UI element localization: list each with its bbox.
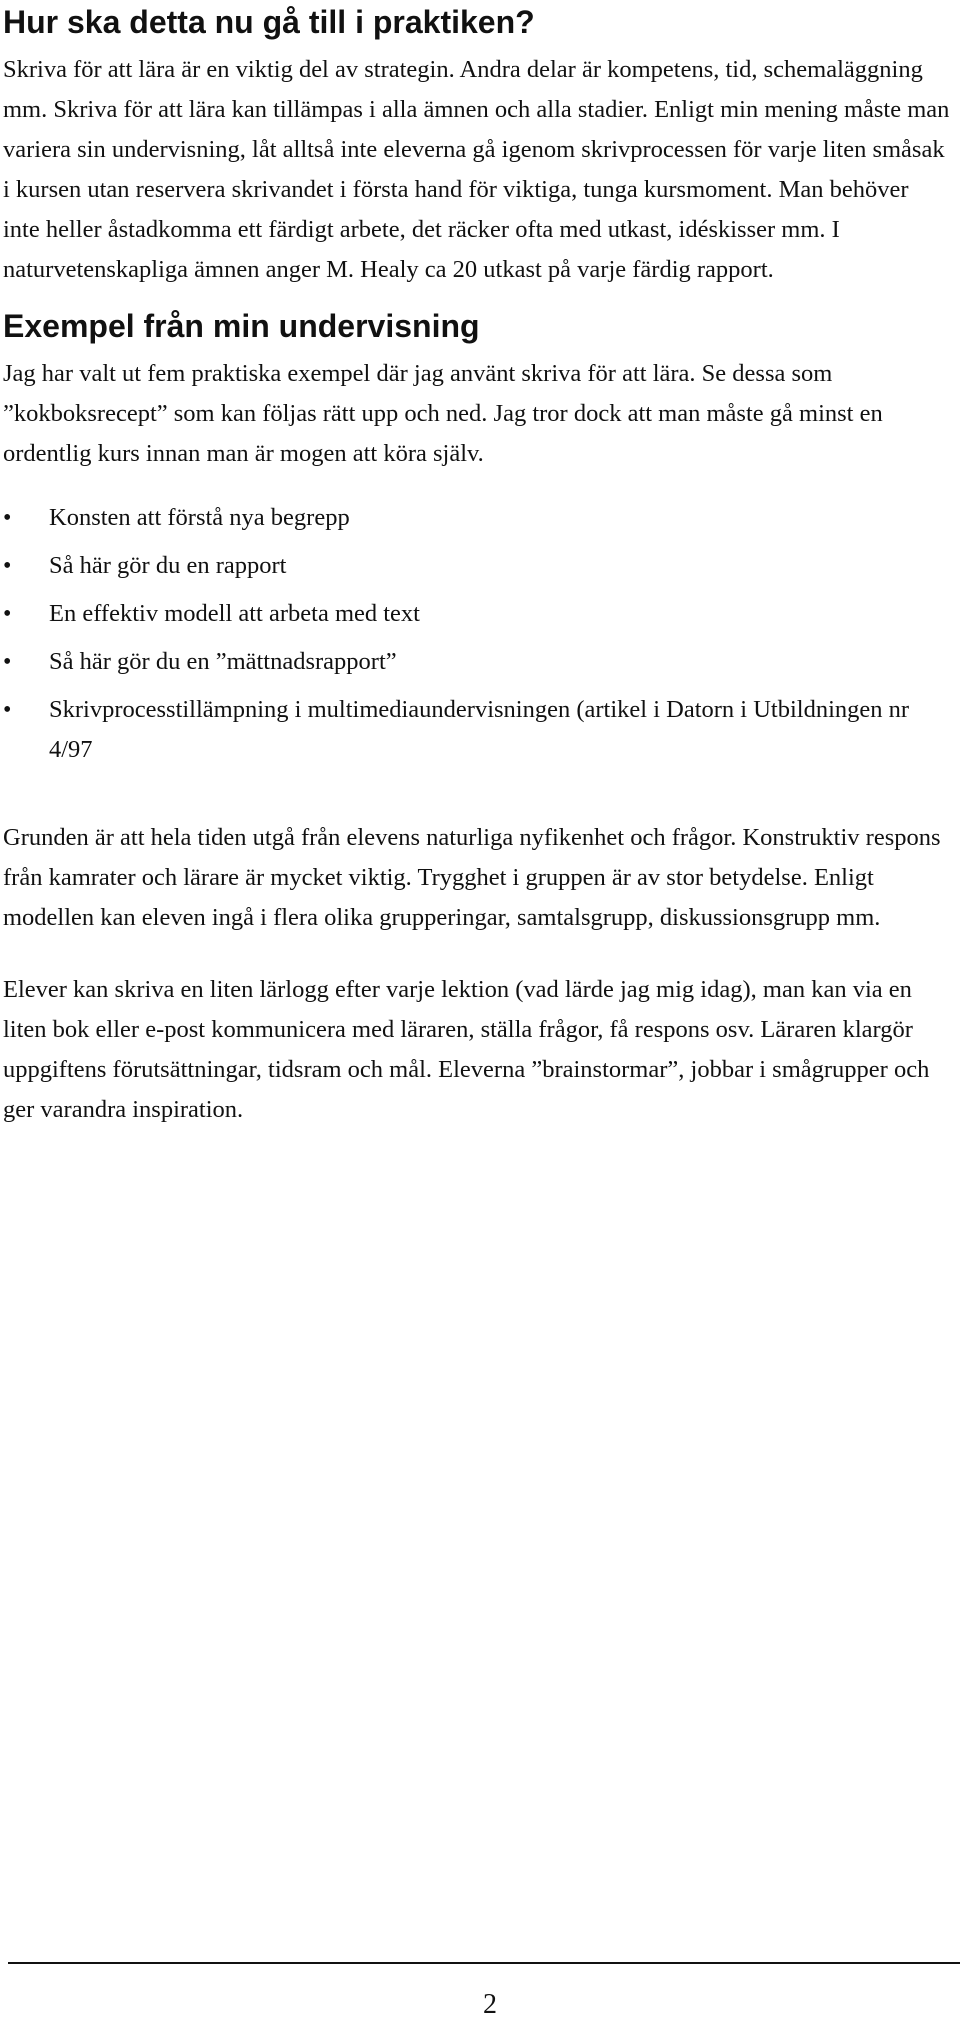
list-item (3, 594, 951, 634)
bullet-icon: • (3, 649, 12, 675)
list-item-text: Skrivprocesstillämpning i multimediaundervisningen (artikel i Datorn i Utbildningen nr 4/97 (49, 696, 910, 763)
list-item-text: Så här gör du en rapport (49, 552, 287, 579)
section-heading-examples: Exempel från min undervisning (3, 308, 480, 344)
learning-log-paragraph: Elever kan skriva en liten lärlogg efter varje lektion (vad lärde jag mig idag), man kan via en liten bok eller e-post kommunicera med läraren, ställa frågor, få respons osv. Läraren klargör uppgiftens förutsättningar, tidsram och mål. Eleverna ”brainstormar”, jobbar i smågrupper och ger varandra inspiration. (3, 976, 930, 1123)
list-item-text: Så här gör du en ”mättnadsrapport” (49, 648, 397, 675)
page-content (3, 2, 951, 1130)
examples-intro-paragraph: Jag har valt ut fem praktiska exempel där jag använt skriva för att lära. Se dessa som ”kokboksrecept” som kan följas rätt upp och ned. Jag tror dock att man måste gå minst en ordentlig kurs innan man är mogen att köra själv. (3, 360, 883, 467)
bullet-icon: • (3, 505, 12, 531)
practice-paragraph: Skriva för att lära är en viktig del av strategin. Andra delar är kompetens, tid, schemaläggning mm. Skriva för att lära kan tillämpas i alla ämnen och alla stadier. Enligt min mening måste man variera sin undervisning, låt alltså inte eleverna gå igenom skrivprocessen för varje liten småsak i kursen utan reservera skrivandet i första hand för viktiga, tunga kursmoment. Man behöver inte heller åstadkomma ett färdigt arbete, det räcker ofta med utkast, idéskisser mm. I naturvetenskapliga ämnen anger M. Healy ca 20 utkast på varje färdig rapport. (3, 56, 950, 283)
footer-divider (8, 1962, 960, 1964)
foundation-paragraph: Grunden är att hela tiden utgå från elevens naturliga nyfikenhet och frågor. Konstruktiv respons från kamrater och lärare är mycket viktig. Trygghet i gruppen är av stor betydelse. Enligt modellen kan eleven ingå i flera olika grupperingar, samtalsgrupp, diskussionsgrupp mm. (3, 824, 941, 931)
list-item-text: En effektiv modell att arbeta med text (49, 600, 420, 627)
page-number: 2 (483, 1989, 497, 2020)
bullet-icon: • (3, 601, 12, 627)
bullet-icon: • (3, 697, 12, 723)
section-heading-practice: Hur ska detta nu gå till i praktiken? (3, 4, 535, 40)
list-item-text: Konsten att förstå nya begrepp (49, 504, 350, 531)
list-item (3, 690, 951, 770)
list-item (3, 498, 951, 538)
list-item (3, 642, 951, 682)
bullet-icon: • (3, 553, 12, 579)
list-item (3, 546, 951, 586)
examples-list (3, 498, 951, 770)
